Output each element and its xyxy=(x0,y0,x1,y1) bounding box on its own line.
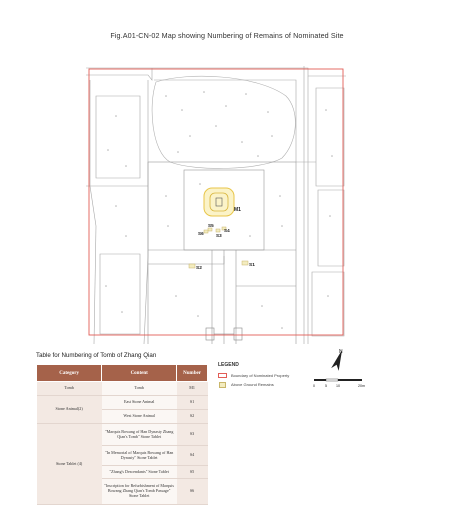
cell-content: "Inscription for Refurbishment of Marquis Bowang Zhang Qian's Tomb Passage" Stone Tablet xyxy=(102,479,177,505)
map-legend xyxy=(218,362,308,389)
cell-content: Tomb xyxy=(102,382,177,396)
north-label: N xyxy=(339,349,343,355)
table-row xyxy=(37,396,208,410)
cell-number: S4 xyxy=(177,446,208,466)
table-title: Table for Numbering of Tomb of Zhang Qian xyxy=(36,352,157,359)
header-number: Number xyxy=(177,365,208,382)
legend-item-boundary xyxy=(218,371,308,380)
stone-animal-s2-marker xyxy=(189,264,195,268)
cell-number: S2 xyxy=(177,410,208,424)
label-m1: M1 xyxy=(234,207,241,213)
cell-number: S1 xyxy=(177,396,208,410)
cell-number: M1 xyxy=(177,382,208,396)
remains-swatch xyxy=(219,382,226,388)
cell-category: Stone Animal(2) xyxy=(37,396,102,424)
remains-numbering-table xyxy=(36,364,208,505)
label-s1: S1 xyxy=(249,263,255,268)
scale-tick-0: 0 xyxy=(313,384,315,388)
cell-category: Stone Tablet (4) xyxy=(37,424,102,505)
table-row xyxy=(37,424,208,446)
tomb-m1-marker xyxy=(204,188,234,216)
legend-item-remains xyxy=(218,380,308,389)
label-s6: S6 xyxy=(198,231,204,236)
legend-boundary-label: Boundary of Nominated Property xyxy=(231,373,290,378)
scale-bar xyxy=(310,376,370,390)
cell-content: East Stone Animal xyxy=(102,396,177,410)
cell-category: Tomb xyxy=(37,382,102,396)
table-header-row xyxy=(37,365,208,382)
cell-number: S6 xyxy=(177,479,208,505)
scale-bar-graphic xyxy=(310,376,370,390)
north-mound-outline xyxy=(152,76,295,168)
figure-title: Fig.A01-CN-02 Map showing Numbering of Remains of Nominated Site xyxy=(110,31,344,40)
cell-number: S5 xyxy=(177,466,208,479)
scale-tick-10: 10 xyxy=(336,384,340,388)
legend-remains-label: Above Ground Remains xyxy=(231,382,274,387)
label-s2: S2 xyxy=(196,266,202,271)
label-s4: S4 xyxy=(224,228,230,233)
header-category: Category xyxy=(37,365,102,382)
legend-title: LEGEND xyxy=(218,362,239,368)
table-row xyxy=(37,382,208,396)
cell-content: West Stone Animal xyxy=(102,410,177,424)
cell-content: "In Memorial of Marquis Bowang of Han Dynasty" Stone Tablet xyxy=(102,446,177,466)
north-arrow-icon xyxy=(324,346,352,376)
stone-animal-s1-marker xyxy=(242,261,248,265)
site-map-drawing xyxy=(86,66,346,344)
scale-tick-20m: 20m xyxy=(358,384,365,388)
label-s3: S3 xyxy=(216,233,222,238)
scale-tick-5: 5 xyxy=(325,384,327,388)
north-arrow xyxy=(324,346,352,376)
site-map xyxy=(86,66,346,344)
cell-content: "Marquis Bowang of Han Dynasty Zhang Qian's Tomb" Stone Tablet xyxy=(102,424,177,446)
cell-number: S3 xyxy=(177,424,208,446)
header-content: Content xyxy=(102,365,177,382)
cell-content: "Zhang's Descendants" Stone Tablet xyxy=(102,466,177,479)
label-s5: S5 xyxy=(208,223,214,228)
boundary-swatch xyxy=(218,373,227,378)
